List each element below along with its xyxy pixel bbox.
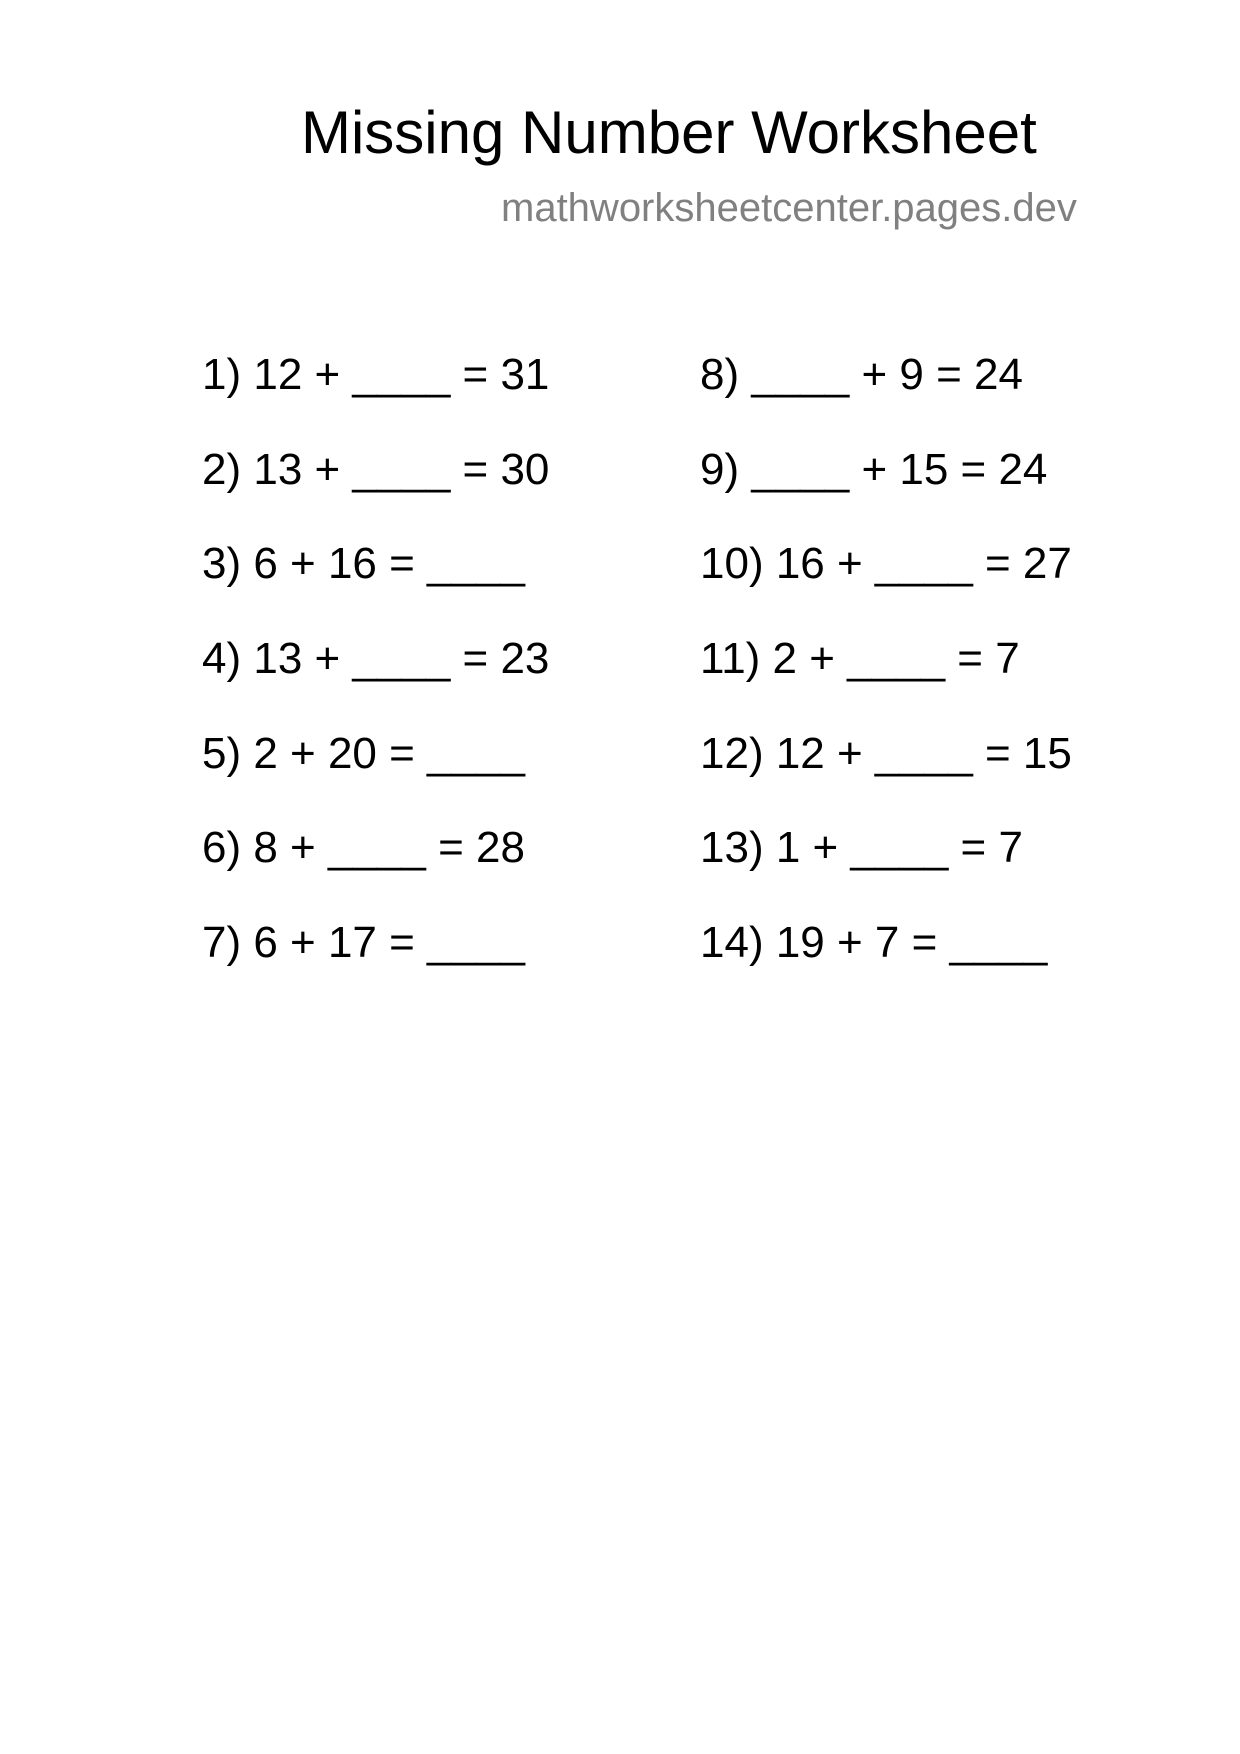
problem-item: 3) 6 + 16 = ____ [202,539,525,589]
worksheet-title: Missing Number Worksheet [301,99,1037,166]
problem-item: 12) 12 + ____ = 15 [700,728,1072,778]
problem-item: 11) 2 + ____ = 7 [700,634,1020,684]
problem-item: 6) 8 + ____ = 28 [202,823,525,873]
problems-left-column [202,350,549,1013]
problems-right-column [700,350,1072,1013]
problem-item: 4) 13 + ____ = 23 [202,634,550,684]
problem-item: 5) 2 + 20 = ____ [202,728,525,778]
problem-item: 8) ____ + 9 = 24 [700,350,1023,399]
problem-item: 2) 13 + ____ = 30 [202,444,550,494]
problem-item: 13) 1 + ____ = 7 [700,823,1023,873]
problem-item: 1) 12 + ____ = 31 [202,350,550,399]
problem-item: 9) ____ + 15 = 24 [700,444,1048,494]
problem-item: 10) 16 + ____ = 27 [700,539,1072,589]
source-website: mathworksheetcenter.pages.dev [501,186,1077,230]
problem-item: 14) 19 + 7 = ____ [700,918,1048,968]
problem-item: 7) 6 + 17 = ____ [202,918,525,968]
